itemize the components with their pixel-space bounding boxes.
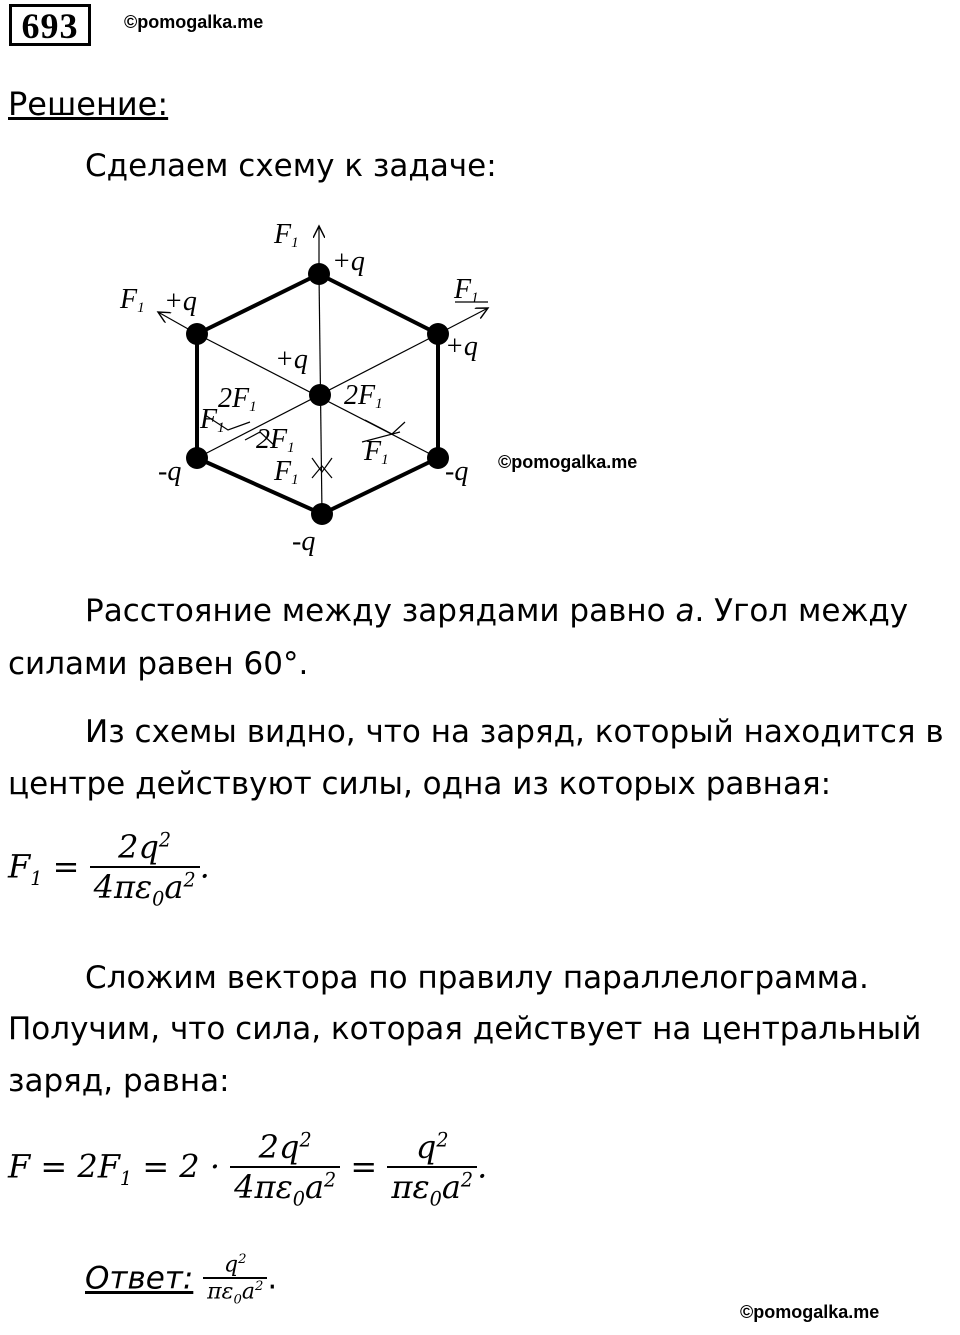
label-right-f: F1 <box>364 436 389 468</box>
label-upper-right-charge: +q <box>445 331 478 362</box>
label-lower-left-charge: -q <box>158 456 182 487</box>
para3-line1: Сложим вектора по правилу параллелограмма. <box>85 960 869 996</box>
label-left-f: F1 <box>200 404 225 436</box>
label-bottom-2f: 2F1 <box>256 424 295 456</box>
charge-lower-left <box>186 447 208 469</box>
para2-line2: центре действуют силы, одна из которых равная: <box>8 766 832 802</box>
charge-center <box>309 384 331 406</box>
label-left-2f: 2F1 <box>218 383 257 415</box>
para1-line2: силами равен 60°. <box>8 646 309 682</box>
label-center-charge: +q <box>275 344 308 375</box>
hexagon-charge-diagram <box>100 210 660 565</box>
answer: Ответ: $\frac{q^2}{\pi\varepsilon_0a^2}$ . <box>85 1252 278 1309</box>
watermark-diagram: ©pomogalka.me <box>498 452 638 472</box>
label-upper-left-force: F1 <box>120 284 145 316</box>
formula-f1: $F_1$ = $\frac{2q^2}{4\pi\varepsilon_0a^2}$ . <box>8 828 210 911</box>
intro-text: Сделаем схему к задаче: <box>85 148 497 184</box>
label-lower-right-charge: -q <box>445 456 469 487</box>
watermark-top: ©pomogalka.me <box>124 12 264 32</box>
answer-formula: $\frac{q^2}{\pi\varepsilon_0a^2}$ <box>203 1252 267 1308</box>
para1-line1: Расстояние между зарядами равно a. Угол между <box>85 593 909 629</box>
label-upper-left-charge: +q <box>164 286 197 317</box>
charge-upper-left <box>186 323 208 345</box>
label-upper-right-force: F1 <box>454 274 479 306</box>
charge-top <box>308 263 330 285</box>
para3-line2: Получим, что сила, которая действует на центральный <box>8 1011 922 1047</box>
label-bottom-charge: -q <box>292 526 316 557</box>
label-top-force: F1 <box>274 219 299 251</box>
label-top-charge: +q <box>332 246 365 277</box>
para2-line1: Из схемы видно, что на заряд, который находится в <box>85 714 944 750</box>
label-right-2f: 2F1 <box>344 380 383 412</box>
watermark-bottom: ©pomogalka.me <box>740 1302 880 1322</box>
solution-heading: Решение: <box>8 85 169 123</box>
task-number: 693 <box>9 4 91 46</box>
formula-f-total: $F = 2F_1 = 2$ · $\frac{2q^2}{4\pi\varepsilon_0a^2}$ = $\frac{q^2}{\pi\varepsilon_0a^2}$ . <box>8 1128 488 1211</box>
answer-label: Ответ: <box>85 1260 194 1297</box>
para3-line3: заряд, равна: <box>8 1063 230 1099</box>
label-bottom-f: F1 <box>274 456 299 488</box>
charge-bottom <box>311 503 333 525</box>
